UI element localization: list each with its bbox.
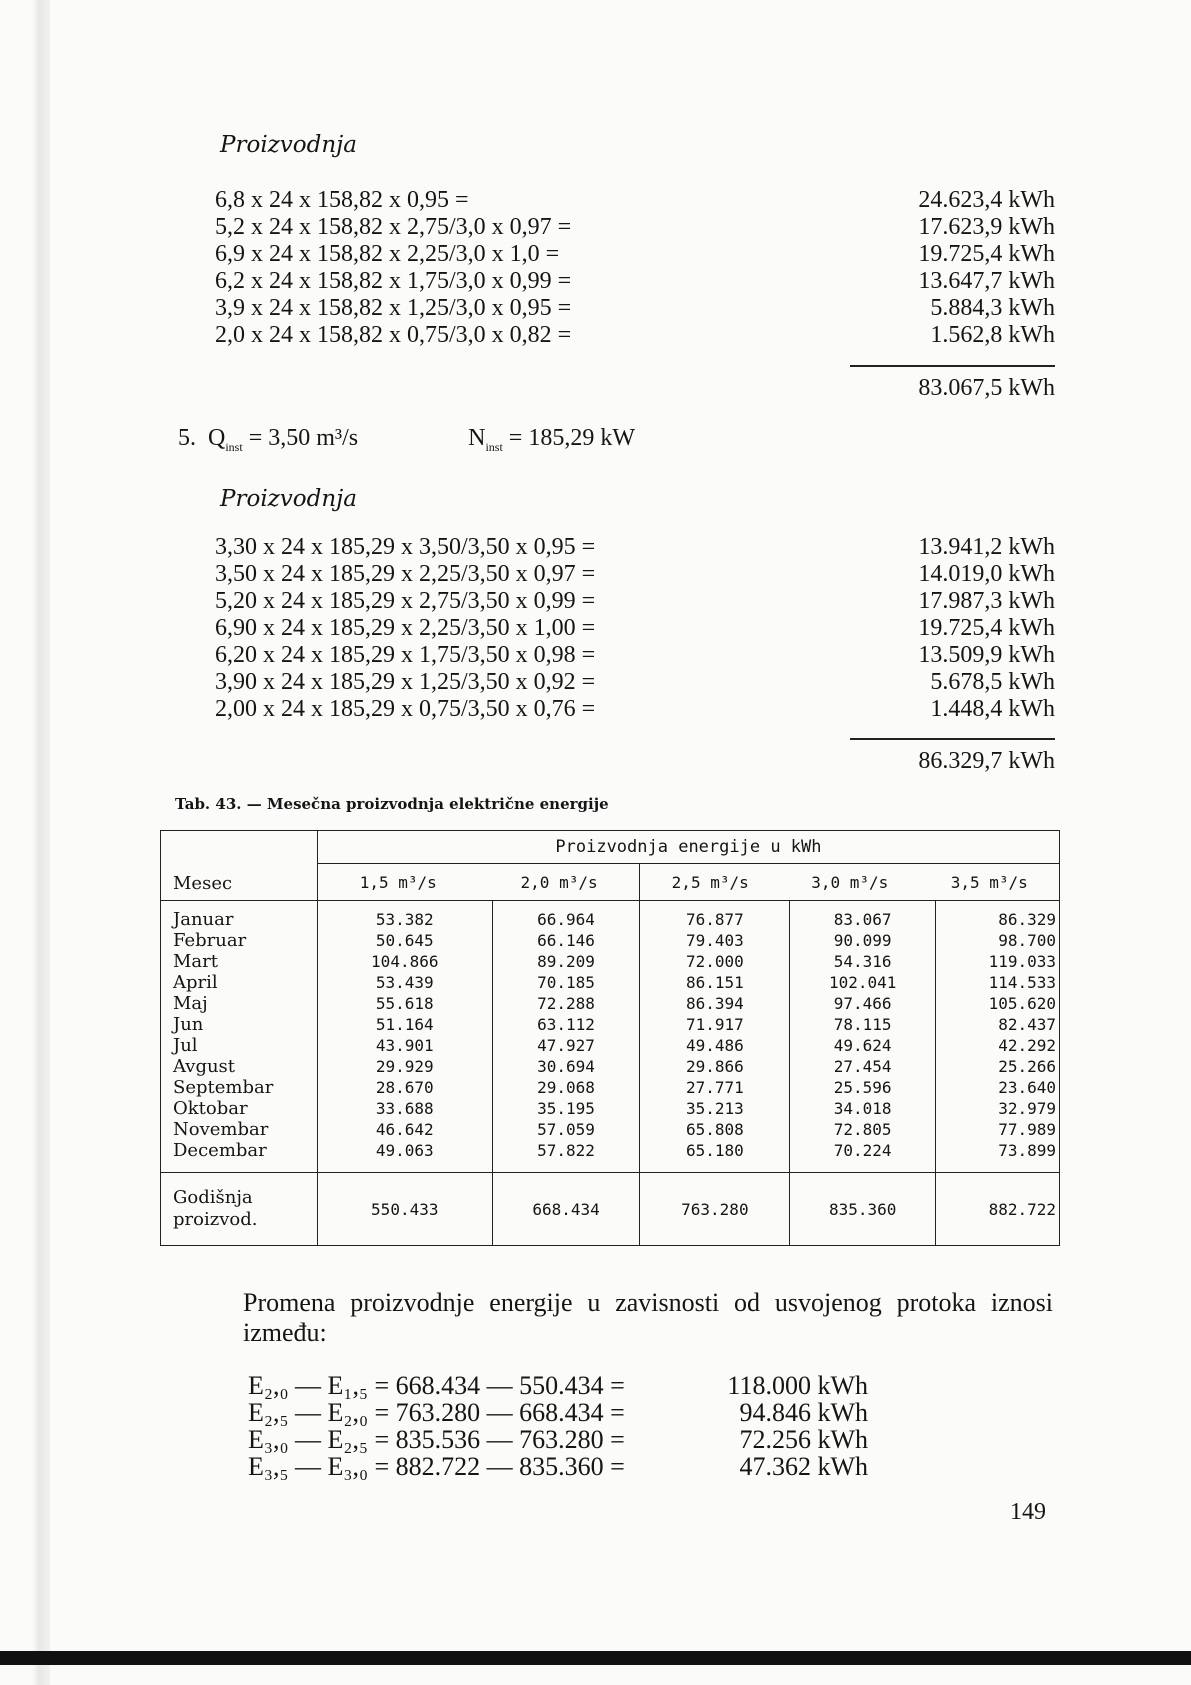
equation-result: 47.362 kWh [739,1452,868,1481]
annual-total: 882.722 [936,1173,1060,1246]
flow-header-cell [317,864,640,901]
calc-expr: 2,0 x 24 x 158,82 x 0,75/3,0 x 0,82 = [215,322,572,348]
equation-result: 72.256 kWh [739,1425,868,1454]
annual-total: 550.433 [317,1173,492,1246]
column-values: 83.067 90.099 54.316 102.041 97.466 78.115 49.624 27.454 25.596 34.018 72.805 70.224 [790,901,936,1173]
calc-result: 1.448,4 kWh [930,696,1055,722]
calc-result: 19.725,4 kWh [918,615,1055,641]
column-values: 66.964 66.146 89.209 70.185 72.288 63.112 47.927 30.694 29.068 35.195 57.059 57.822 [492,901,640,1173]
month-list: Januar Februar Mart April Maj Jun Jul Avgust Septembar Oktobar Novembar Decembar [161,901,318,1173]
scan-border [0,1651,1191,1665]
body-paragraph: Promena proizvodnje energije u zavisnosti od usvojenog protoka iznosi između: [243,1288,1053,1347]
equation-lhs: E₃,₀ — E₂,₅ = 835.536 — 763.280 = [248,1425,625,1454]
calc-result: 5.678,5 kWh [930,669,1055,695]
calc-row [215,534,1055,561]
calc-expr: 6,8 x 24 x 158,82 x 0,95 = [215,187,469,213]
column-header: 2,5 m³/s [671,872,749,892]
calc-expr: 3,50 x 24 x 185,29 x 2,25/3,50 x 0,97 = [215,561,596,587]
calc-result: 13.509,9 kWh [918,642,1055,668]
section4-calculations [215,187,1055,349]
annual-total: 763.280 [640,1173,790,1246]
annual-total: 835.360 [790,1173,936,1246]
calc-row [215,588,1055,615]
calc-row [215,669,1055,696]
calc-row [215,615,1055,642]
calc-result: 13.941,2 kWh [918,534,1055,560]
equation-row [248,1426,868,1453]
calc-row [215,187,1055,214]
calc-row [215,696,1055,723]
calc-result: 17.623,9 kWh [918,214,1055,240]
sum-divider [850,365,1055,367]
group-header: Proizvodnja energije u kWh [317,831,1059,864]
column-header: 3,5 m³/s [950,872,1028,892]
equation-lhs: E₂,₅ — E₂,₀ = 763.280 — 668.434 = [248,1398,625,1427]
n-value: = 185,29 kW [508,425,635,451]
calc-row [215,561,1055,588]
section5-parameters [178,425,635,455]
calc-expr: 3,9 x 24 x 158,82 x 1,25/3,0 x 0,95 = [215,295,572,321]
section5-total: 86.329,7 kWh [918,748,1055,774]
section-number: 5. [178,425,196,451]
calc-expr: 6,90 x 24 x 185,29 x 2,25/3,50 x 1,00 = [215,615,596,641]
calc-expr: 2,00 x 24 x 185,29 x 0,75/3,50 x 0,76 = [215,696,596,722]
table-caption: Tab. 43. — Mesečna proizvodnja električne energije [175,795,609,813]
equation-result: 94.846 kWh [739,1398,868,1427]
calc-expr: 5,2 x 24 x 158,82 x 2,75/3,0 x 0,97 = [215,214,572,240]
calc-expr: 5,20 x 24 x 185,29 x 2,75/3,50 x 0,99 = [215,588,596,614]
equation-row [248,1399,868,1426]
calc-result: 13.647,7 kWh [918,268,1055,294]
calc-result: 14.019,0 kWh [918,561,1055,587]
calc-expr: 6,2 x 24 x 158,82 x 1,75/3,0 x 0,99 = [215,268,572,294]
n-subscript: inst [485,439,503,454]
section4-total: 83.067,5 kWh [918,375,1055,401]
calc-result: 5.884,3 kWh [930,295,1055,321]
equation-row [248,1453,868,1480]
calc-row [215,322,1055,349]
flow-header-cell [640,864,1060,901]
column-values: 76.877 79.403 72.000 86.151 86.394 71.917 49.486 29.866 27.771 35.213 65.808 65.180 [640,901,790,1173]
calc-row [215,295,1055,322]
annual-total: 668.434 [492,1173,640,1246]
calc-result: 17.987,3 kWh [918,588,1055,614]
equation-lhs: E₃,₅ — E₃,₀ = 882.722 — 835.360 = [248,1452,625,1481]
calc-row [215,268,1055,295]
calc-result: 1.562,8 kWh [930,322,1055,348]
q-value: = 3,50 m³/s [248,425,359,451]
column-header: 1,5 m³/s [359,872,437,892]
q-subscript: inst [225,439,243,454]
calc-expr: 3,30 x 24 x 185,29 x 3,50/3,50 x 0,95 = [215,534,596,560]
section4-heading: Proizvodnja [220,132,358,158]
calc-expr: 6,9 x 24 x 158,82 x 2,25/3,0 x 1,0 = [215,241,560,267]
n-symbol: N [468,425,486,451]
mesec-header: Mesec [161,831,318,901]
equation-result: 118.000 kWh [727,1371,868,1400]
column-values: 86.329 98.700 119.033 114.533 105.620 82.437 42.292 25.266 23.640 32.979 77.989 73.899 [936,901,1060,1173]
calc-expr: 6,20 x 24 x 185,29 x 1,75/3,50 x 0,98 = [215,642,596,668]
equation-row [248,1372,868,1399]
section5-heading: Proizvodnja [220,486,358,512]
calc-row [215,214,1055,241]
calc-result: 24.623,4 kWh [918,187,1055,213]
calc-result: 19.725,4 kWh [918,241,1055,267]
difference-equations [248,1372,868,1480]
column-header: 3,0 m³/s [811,872,889,892]
column-values: 53.382 50.645 104.866 53.439 55.618 51.164 43.901 29.929 28.670 33.688 46.642 49.063 [317,901,492,1173]
book-spine-shadow [32,0,50,1685]
calc-row [215,642,1055,669]
calc-expr: 3,90 x 24 x 185,29 x 1,25/3,50 x 0,92 = [215,669,596,695]
calc-row [215,241,1055,268]
annual-total-label: Godišnja proizvod. [161,1173,318,1246]
column-header: 2,0 m³/s [520,872,598,892]
q-symbol: Q [208,425,226,451]
equation-lhs: E₂,₀ — E₁,₅ = 668.434 — 550.434 = [248,1371,625,1400]
section5-calculations [215,534,1055,723]
monthly-production-table [160,830,1060,1246]
page-number: 149 [1010,1499,1046,1525]
sum-divider [850,738,1055,740]
